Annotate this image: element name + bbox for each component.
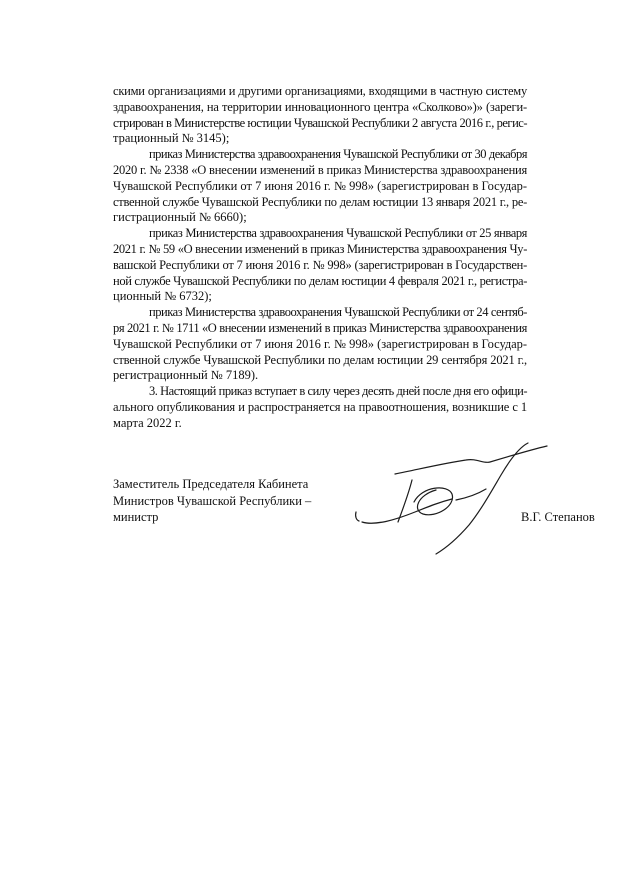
paragraph — [113, 384, 527, 431]
signature-stroke — [395, 446, 547, 474]
signature-stroke — [456, 489, 486, 500]
body-line: скими организациями и другими организациями, входящими в частную систему — [113, 84, 527, 98]
body-line: трационный № 3145); — [113, 131, 230, 146]
signature-stroke — [436, 443, 528, 554]
body-line: ря 2021 г. № 1711 «О внесении изменений в приказ Министерства здравоохранения — [113, 320, 527, 335]
signature-stroke — [356, 512, 359, 521]
body-line: ционный № 6732); — [113, 289, 212, 304]
body-line: марта 2022 г. — [113, 415, 182, 430]
handwritten-signature — [340, 440, 560, 560]
paragraph — [113, 147, 527, 226]
signatory-name: В.Г. Степанов — [521, 510, 595, 524]
position-line: Министров Чувашской Республики – — [113, 493, 312, 508]
body-line: 2021 г. № 59 «О внесении изменений в приказ Министерства здравоохранения Чу- — [113, 241, 527, 256]
body-line: стрирован в Министерстве юстиции Чувашской Республики 2 августа 2016 г., регис- — [113, 115, 527, 130]
document-body — [113, 84, 527, 432]
body-line: здравоохранения, на территории инновационного центра «Сколково»)» (зареги- — [113, 99, 527, 114]
body-line: 2020 г. № 2338 «О внесении изменений в приказ Министерства здравоохранения — [113, 162, 527, 177]
body-line: ального опубликования и распространяется на правоотношения, возникшие с 1 — [113, 399, 527, 414]
body-line: 3. Настоящий приказ вступает в силу через десять дней после дня его офици- — [149, 384, 527, 399]
body-line: ственной службе Чувашской Республики по делам юстиции 29 сентября 2021 г., — [113, 352, 527, 367]
body-line: Чувашской Республики от 7 июня 2016 г. № 998» (зарегистрирован в Государ- — [113, 178, 527, 193]
body-line: приказ Министерства здравоохранения Чувашской Республики от 24 сентяб- — [149, 305, 527, 320]
body-line: ной службе Чувашской Республики по делам юстиции 4 февраля 2021 г., регистра- — [113, 273, 527, 288]
body-line: ственной службе Чувашской Республики по делам юстиции 13 января 2021 г., ре- — [113, 194, 527, 209]
body-line: гистрационный № 6660); — [113, 210, 247, 225]
body-line: Чувашской Республики от 7 июня 2016 г. № 998» (зарегистрирован в Государ- — [113, 336, 527, 351]
position-line: Заместитель Председателя Кабинета — [113, 477, 309, 491]
body-line: вашской Республики от 7 июня 2016 г. № 998» (зарегистрирован в Государствен- — [113, 257, 527, 272]
signature-stroke — [362, 499, 452, 523]
paragraph — [113, 84, 527, 147]
body-line: приказ Министерства здравоохранения Чувашской Республики от 25 января — [149, 226, 527, 241]
position-line: министр — [113, 510, 159, 524]
body-line: регистрационный № 7189). — [113, 368, 259, 383]
paragraph — [113, 305, 527, 384]
paragraph — [113, 226, 527, 305]
body-line: приказ Министерства здравоохранения Чувашской Республики от 30 декабря — [149, 147, 527, 162]
signatory-position — [113, 476, 353, 526]
